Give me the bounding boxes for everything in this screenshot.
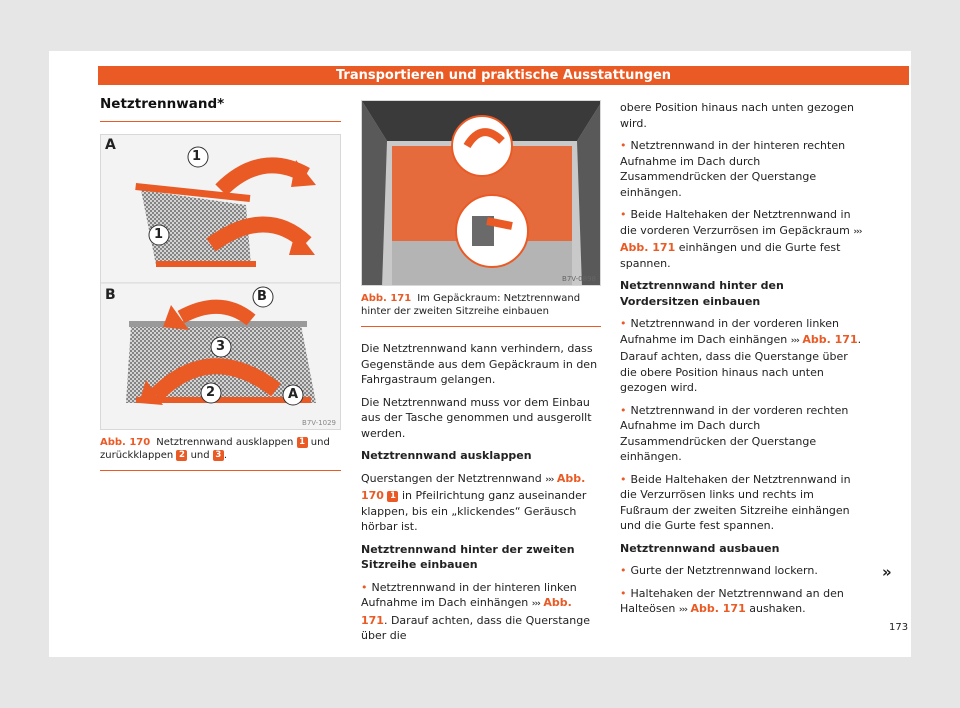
- figure-link[interactable]: Abb. 171: [361, 596, 572, 627]
- caption-marker-2: 2: [176, 450, 187, 461]
- bullet-item: [620, 316, 865, 396]
- bullet-item: [620, 403, 865, 465]
- figure-171-illustration: [362, 101, 601, 286]
- bullet-text: . Darauf achten, dass die Querstange über die obere Position hinaus nach unten gezogen wird.: [620, 332, 862, 394]
- panel-label-b: B: [105, 287, 116, 303]
- paragraph: obere Position hinaus nach unten gezogen wird.: [620, 101, 854, 130]
- figure-link[interactable]: Abb. 170: [361, 471, 586, 502]
- caption-number: Abb. 171: [361, 293, 412, 304]
- paragraph: [361, 471, 601, 535]
- marker-1: 1: [387, 491, 398, 502]
- figure-171: [361, 100, 601, 286]
- bullet-text: einhängen und die Gurte fest spannen.: [620, 241, 841, 270]
- bullet-text: Netztrennwand in der hinteren rechten Aufnahme im Dach durch Zusammendrücken der Querstange einhängen.: [620, 139, 846, 199]
- paragraph-text: Querstangen der Netztrennwand: [361, 471, 542, 485]
- ref-arrows: ›››: [678, 605, 687, 615]
- continue-marker: »: [882, 563, 892, 581]
- ref-arrows: ›››: [531, 599, 540, 609]
- caption-text-2: und zurückklappen: [100, 437, 330, 461]
- bullet-item: [620, 563, 865, 579]
- bullet-item: [620, 586, 865, 619]
- bullet-text: Beide Haltehaken der Netztrennwand in die Verzurrösen links und rechts im Fußraum der zweiten Sitzreihe einhängen und die Gurte fest spannen.: [620, 472, 851, 532]
- bullet-item: [620, 207, 865, 271]
- caption-text: Netztrennwand ausklappen: [156, 437, 294, 448]
- bullet-text: aushaken.: [749, 602, 806, 615]
- bullet-text: Gurte der Netztrennwand lockern.: [630, 564, 818, 577]
- caption-marker-1: 1: [297, 437, 308, 448]
- figure-170-caption: [100, 436, 341, 471]
- marker-a-1-top: 1: [192, 149, 202, 164]
- marker-b-2: 2: [206, 385, 216, 400]
- ref-arrows: ›››: [790, 335, 799, 346]
- subheading: Netztrennwand ausbauen: [620, 541, 780, 555]
- figure-170: [100, 134, 341, 430]
- subheading: Netztrennwand hinter der zweiten Sitzreihe einbauen: [361, 542, 575, 571]
- ref-arrows: ›››: [853, 226, 862, 237]
- ref-arrows: ›››: [545, 474, 554, 485]
- subheading: Netztrennwand ausklappen: [361, 449, 532, 462]
- figure-link[interactable]: Abb. 171: [620, 241, 676, 254]
- figure-171-caption: [361, 292, 601, 327]
- caption-end: .: [223, 450, 227, 461]
- figure-link[interactable]: Abb. 171: [802, 332, 858, 346]
- bullet-text: . Darauf achten, dass die Querstange über die: [361, 613, 590, 642]
- manual-page: [49, 51, 911, 657]
- marker-b-b: B: [257, 289, 267, 304]
- marker-b-3: 3: [216, 339, 226, 354]
- page-number: 173: [889, 622, 909, 633]
- marker-a-1-bottom: 1: [154, 227, 164, 242]
- bullet-item: [620, 472, 865, 534]
- bullet-text: Netztrennwand in der vorderen rechten Aufnahme im Dach durch Zusammendrücken der Querstange einhängen.: [620, 403, 849, 463]
- column-left: [100, 96, 341, 471]
- paragraph: Die Netztrennwand kann verhindern, dass Gegenstände aus dem Gepäckraum in den Fahrgastraum gelangen.: [361, 342, 598, 386]
- section-title: Netztrennwand*: [100, 96, 341, 122]
- chapter-banner: Transportieren und praktische Ausstattungen: [98, 66, 909, 85]
- bullet-text: Netztrennwand in der hinteren linken Aufnahme im Dach einhängen: [361, 580, 577, 609]
- figure-code: B7V-1029: [302, 419, 336, 427]
- subheading: Netztrennwand hinter den Vordersitzen einbauen: [620, 279, 784, 308]
- caption-marker-3: 3: [213, 450, 224, 461]
- bullet-text: Beide Haltehaken der Netztrennwand in die vorderen Verzurrösen im Gepäckraum: [620, 208, 851, 237]
- caption-text: Im Gepäckraum: Netztrennwand hinter der zweiten Sitzreihe einbauen: [361, 293, 581, 317]
- bullet-text: Haltehaken der Netztrennwand an den Halteösen: [620, 586, 844, 615]
- panel-label-a: A: [105, 137, 116, 153]
- figure-code: B7V-0898: [562, 275, 596, 283]
- figure-link[interactable]: Abb. 171: [690, 602, 746, 615]
- bullet-item: [361, 580, 601, 644]
- bullet-text: Netztrennwand in der vorderen linken Aufnahme im Dach einhängen: [620, 317, 840, 346]
- paragraph: Die Netztrennwand muss vor dem Einbau aus der Tasche genommen und ausgerollt werden.: [361, 395, 592, 440]
- column-right: [620, 100, 865, 626]
- bullet-item: [620, 138, 865, 200]
- figure-170-illustration: [101, 135, 341, 430]
- caption-text-3: und: [190, 450, 210, 461]
- caption-number: Abb. 170: [100, 437, 151, 448]
- marker-b-a: A: [288, 387, 299, 402]
- paragraph-text: in Pfeilrichtung ganz auseinander klappen, bis ein „klickendes“ Geräusch hörbar ist.: [361, 489, 587, 533]
- column-middle: [361, 100, 601, 651]
